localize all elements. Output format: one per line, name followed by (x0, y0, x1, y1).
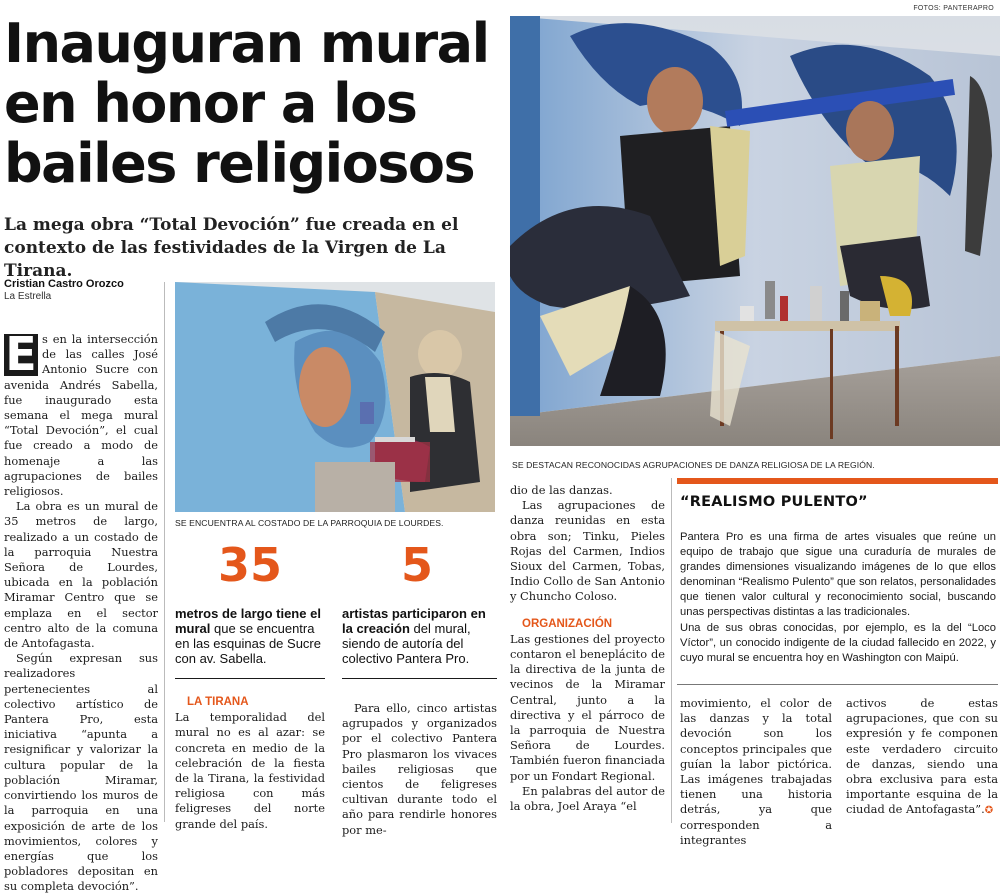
subhead: La mega obra “Total Devoción” fue creada en el contexto de las festividades de la Virgen de La Tirana. (4, 215, 459, 281)
paragraph: Las agrupaciones de danza reunidas en esta obra son; Tinku, Pieles Rojas del Carmen, Indios Sioux del Carmen, Tobas, Indio Collo de San Antonio y Chuncho Coloso. (510, 498, 665, 604)
sidebar-body (680, 530, 996, 666)
stat-number-35: 35 (217, 538, 282, 592)
stat-description-5: artistas participaron en la creación del mural, siendo de autoría del colectivo Pantera Pro. (342, 606, 486, 666)
paragraph: La temporalidad del mural no es al azar: se concreta en medio de la celebración de la fiesta de la Tirana, la festividad religiosa con más feligreses del norte grande del país. (175, 710, 325, 831)
sidebar-title: “REALISMO PULENTO” (680, 494, 868, 510)
stat-separator (175, 678, 325, 679)
paragraph: movimiento, el color de las danzas y la total devoción son los conceptos principales que guían la labor pictórica. Las imágenes trabajadas tienen una historia detrás, ya que corresponden a integrantes (680, 696, 832, 847)
mural-photo-small (175, 282, 495, 512)
paragraph: Pantera Pro es una firma de artes visuales que reúne un equipo de trabajo que sigue una curaduría de murales de grandes dimensiones visualizando imágenes de lo que ellos denominan “Realismo Pulento” que son relatos, personalidades que tienen valor cultural y reconocimiento social, buscando unas perspectivas distintas a las tradicionales. (680, 531, 996, 619)
stat-number-5: 5 (400, 538, 433, 592)
stat-description-35: metros de largo tiene el mural que se encuentra en las esquinas de Sucre con av. Sabella. (175, 606, 321, 666)
sidebar-accent-rule (677, 478, 998, 484)
lead-paragraph: E s en la intersección de las calles José Antonio Sucre con avenida Andrés Sabella, fue inaugurado esta semana el mega mural “Total Devoción”, el cual fue creado a modo de homenaje a las agrupaciones de bailes religiosos. (4, 327, 158, 499)
byline-author: Cristian Castro Orozco (4, 278, 124, 290)
column-divider (164, 282, 165, 822)
paragraph: dio de las danzas. (510, 483, 613, 497)
article-column-6 (846, 696, 998, 819)
headline: Inauguran mural en honor a los bailes religiosos (4, 12, 489, 195)
stat-separator (342, 678, 497, 679)
article-column-3 (342, 701, 497, 838)
photo-large-caption: SE DESTACAN RECONOCIDAS AGRUPACIONES DE DANZA RELIGIOSA DE LA REGIÓN. (512, 460, 875, 470)
photo-small-caption: SE ENCUENTRA AL COSTADO DE LA PARROQUIA DE LOURDES. (175, 518, 444, 528)
paragraph: Una de sus obras conocidas, por ejemplo, es la del “Loco Víctor”, un conocido indigente de la ciudad fallecido en 2022, y cuyo mural se encuentra hoy en Washington con Maipú. (680, 621, 996, 664)
photo-credit: FOTOS: PANTERAPRO (913, 5, 994, 12)
byline-publication: La Estrella (4, 291, 52, 302)
column-divider (671, 478, 672, 823)
sidebar-bottom-rule (677, 684, 998, 685)
mural-photo-large (510, 16, 1000, 446)
end-mark-icon: ✪ (984, 805, 994, 817)
paragraph: activos de estas agrupaciones, que con su expresión y fe componen este verdadero circuito de danzas, siendo una obra exclusiva para esta importante esquina de la ciudad de Antofagasta”.✪ (846, 696, 998, 817)
article-column-2 (175, 695, 325, 832)
article-column-1 (4, 327, 158, 895)
article-column-4 (510, 483, 665, 814)
drop-cap: E (5, 327, 37, 381)
paragraph: Según expresan sus realizadores pertenecientes al colectivo artístico de Pantera Pro, esta iniciativa “apunta a resignificar y valorizar la cultura popular de la población Miramar, convirtiendo los muros de la parroquia en una exposición de arte de los movimientos, colores y energías que los pobladores depositan en su completa devoción”. (4, 651, 158, 894)
section-kicker-organizacion: ORGANIZACIÓN (522, 617, 613, 630)
paragraph: En palabras del autor de la obra, Joel Araya “el (510, 783, 665, 814)
section-kicker-la-tirana: LA TIRANA (187, 696, 249, 708)
paragraph: Para ello, cinco artistas agrupados y organizados por el colectivo Pantera Pro plasmaron los vivaces bailes religiosas que cientos de feligreses cultivan durante todo el año para rendirle honores por me- (342, 701, 497, 837)
paragraph: La obra es un mural de 35 metros de largo, realizado a un costado de la parroquia Nuestra Señora de Lourdes, ubicada en la población Miramar Centro que se emplaza en el sector centro alto de la comuna de Antofagasta. (4, 499, 158, 651)
article-column-5 (680, 696, 832, 848)
paragraph: Las gestiones del proyecto contaron el beneplácito de la directiva de la junta de vecinos de la Miramar Central, junto a la directiva y el párroco de la parroquia de Nuestra Señora de Lourdes. También fueron financiada por un Fondart Regional. (510, 631, 665, 783)
